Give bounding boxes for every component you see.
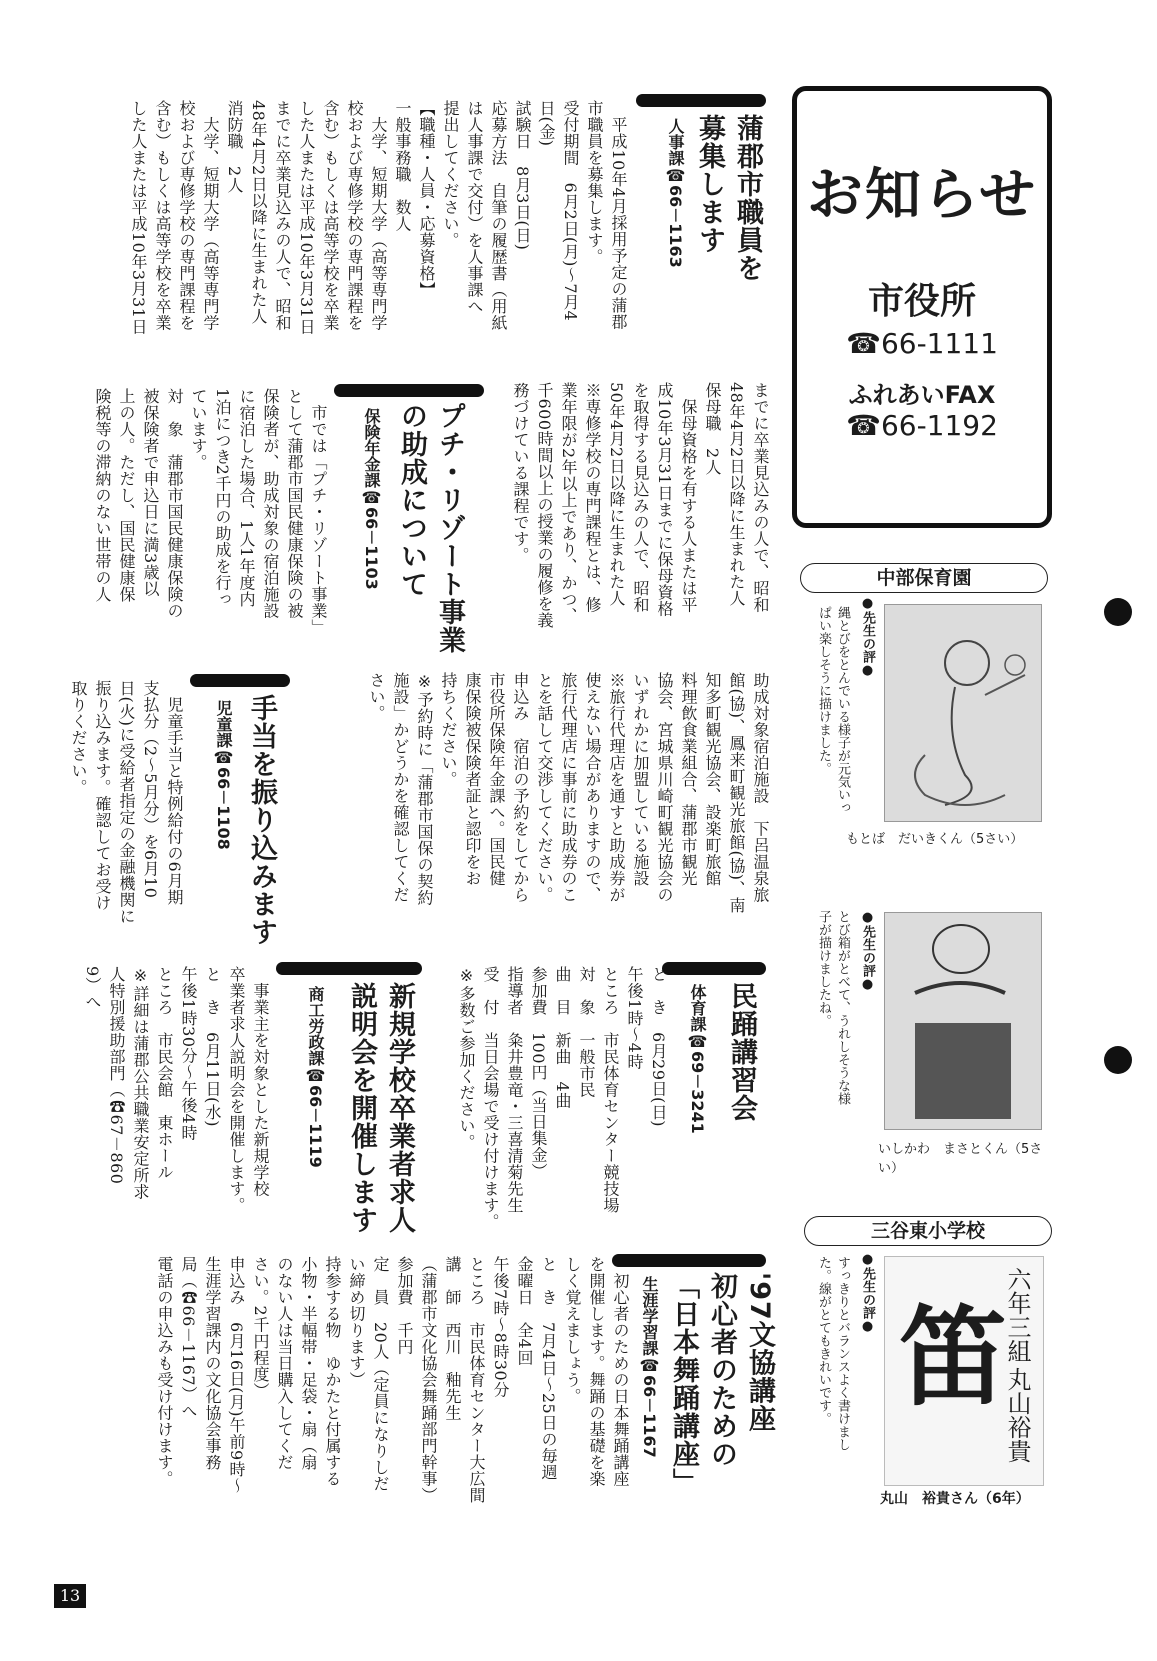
calligraphy-class: 六年三組 [1003,1267,1031,1363]
jobfair-text: 事業主を対象とした新規学校 卒業者求人説明会を開催します。 と き 6月11日(水) 午後1時30分～午後4時 ところ 市民会館 東ホール ※詳細は蒲郡公共職業安定所求 人特別援助部門（☎67－860 9）へ [83,966,270,1214]
child-drawing-2 [884,912,1042,1130]
drawing-caption-2: いしかわ まさとくん（5さい） [878,1142,1043,1176]
allowance-title: 手当を振り込みます [246,694,277,946]
resort-text: 市では「プチ・リゾート事業」 として蒲郡市国民健康保険の被 保険者が、助成対象の宿泊施設 に宿泊した場合、1人1年度内 1泊につき2千円の助成を行っ ています。 対 象 蒲郡市国民健康保険の 被保険者で申込日に満3歳以 上の人。ただし、国民健康保 険税等の滞納のない世帯の人 [93,388,328,636]
calligraphy-caption: 丸山 裕貴さん（6年） [880,1491,1030,1507]
school-label: 三谷東小学校 [804,1216,1052,1246]
margin-dot [1104,598,1132,626]
drawing-sketch [885,913,1041,1129]
header-bar [276,962,422,975]
drawing-sketch [885,605,1041,821]
resort-text-cont: 助成対象宿泊施設 下呂温泉旅 館(協)、鳳来町観光旅館(協)、南 知多町観光協会、設楽町旅館 料理飲食業組合、蒲郡市観光 協会、宮城県川崎町観光協会の いずれかに加盟している施設 ※旅行代理店を通すと助成券が 使えない場合がありますので、 旅行代理店に事前に助成券のこ とを話して交渉してください。 申込み 宿泊の予約をしてから 市役所保険年金課へ。国民健 康保険被保険者証と認印をお 持ちください。 ※予約時に「蒲郡市国保の契約 施設」かどうかを確認してくだ さい。 [367,672,770,914]
nursery-comment-2: とび箱がとべて、うれしそうな様 子が描けましたね。 [816,910,850,1105]
dance-text: と き 6月29日(日) 午後1時～4時 ところ 市民体育センター競技場 対 象 一般市民 曲 目 新曲 4曲 参加費 100円（当日集金） 指導者 粂井豊竜・三喜清菊先生 受 付 当日会場で受け付けます。 ※多数ご参加ください。 [457,966,668,1230]
jobfair-title: 新規学校卒業者求人 説明会を開催します [346,982,415,1234]
bunkyo-dept: 生涯学習課☎66－1167 [640,1276,659,1458]
resort-dept: 保険年金課☎66－1103 [362,408,381,590]
notice-fax: ☎66-1192 [846,409,998,442]
notice-tel: ☎66-1111 [846,327,998,360]
margin-dot [1104,1046,1132,1074]
page-number: 13 [54,1584,86,1608]
allowance-dept: 児童課☎66－1108 [214,700,233,850]
teacher-comment-label: ●先生の評● [860,1252,875,1334]
notice-fax-label: ふれあいFAX [848,381,996,409]
school-comment: すっきりとバランスよく書けまし た。線がとてもきれいです。 [816,1256,850,1451]
nursery-comment-1: 縄とびをとんでいる様子が元気いっ ぱい楽しそうに描けました。 [816,606,850,814]
teacher-comment-label: ●先生の評● [860,910,875,992]
header-bar [190,674,290,687]
dance-title: 民踊講習会 [726,982,757,1122]
bunkyo-text: 初心者のための日本舞踊講座 を開催します。舞踊の基礎を楽 しく覚えましょう。 と き 7月4日～25日の毎週 金曜日 全4回 午後7時～8時30分 ところ 市民体育センター大広間 講 師 西川 釉先生 （蒲郡市文化協会舞踊部門幹事） 参加費 千円 定 員 20人（定員になりしだ い締め切ります） 持参する物 ゆかたと付属する 小物・半幅帯・足袋・扇（扇 のない人は当日購入してくだ さい。2千円程度） 申込み 6月16日(月)午前9時～ 生涯学習課内の文化協会事務 局（☎66－1167）へ 電話の申込みも受け付けます。 [155,1256,630,1504]
notice-box [792,86,1052,528]
resort-title: プチ・リゾート事業 の助成について [396,402,465,654]
header-bar [662,962,766,975]
recruit-dept: 人事課☎66－1163 [666,118,685,268]
recruit-text-cont: までに卒業見込みの人で、昭和 48年4月2日以降に生まれた人 保母職 2人 保母資格を有する人または平 成10年3月31日までに保母資格 を取得する見込みの人で、昭和 50年4月2日以降に生まれた人 ※専修学校の専門課程とは、修 業年限が2年以上であり、かつ、 千600時間以上の授業の履修を義 務づけている課程です。 [511,382,770,629]
recruit-text: 平成10年4月採用予定の蒲郡 市職員を募集します。 受付期間 6月2日(月)～7月4 日(金) 試験日 8月3日(日) 応募方法 自筆の履歴書（用紙 は人事課で交付）を人事課へ 提出してください。 【職種・人員・応募資格】 一般事務職 数人 大学、短期大学（高等専門学 校および専修学校の専門課程を 含む）もしくは高等学校を卒業 した人または平成10年3月31日 までに卒業見込みの人で、昭和 48年4月2日以降に生まれた人 消防職 2人 大学、短期大学（高等専門学 校および専修学校の専門課程を 含む）もしくは高等学校を卒業 した人または平成10年3月31日 [129,100,628,335]
teacher-comment-label: ●先生の評● [860,596,875,678]
header-bar [612,1254,766,1267]
dance-dept: 体育課☎69－3241 [688,984,707,1134]
calligraphy [884,1256,1044,1486]
calligraphy-name: 丸山裕貴 [1003,1367,1031,1463]
nursery-label: 中部保育園 [800,563,1048,593]
jobfair-dept: 商工労政課☎66－1119 [306,986,325,1168]
allowance-text: 児童手当と特例給付の6月期 支払分（2～5月分）を6月10 日(火)に受給者指定の金融機関に 振り込みます。確認してお受け 取りください。 [69,680,184,925]
calligraphy-character: 笛 [899,1295,1008,1421]
notice-office: 市役所 [867,281,976,322]
child-drawing-1 [884,604,1042,822]
header-bar [636,94,766,107]
recruit-title: 蒲郡市職員を 募集します [694,114,763,282]
header-bar [334,384,484,397]
drawing-caption-1: もとば だいきくん（5さい） [846,832,1024,847]
bunkyo-title: '97文協講座 初心者のための 「日本舞踊講座」 [668,1272,775,1496]
notice-title: お知らせ [806,163,1038,228]
